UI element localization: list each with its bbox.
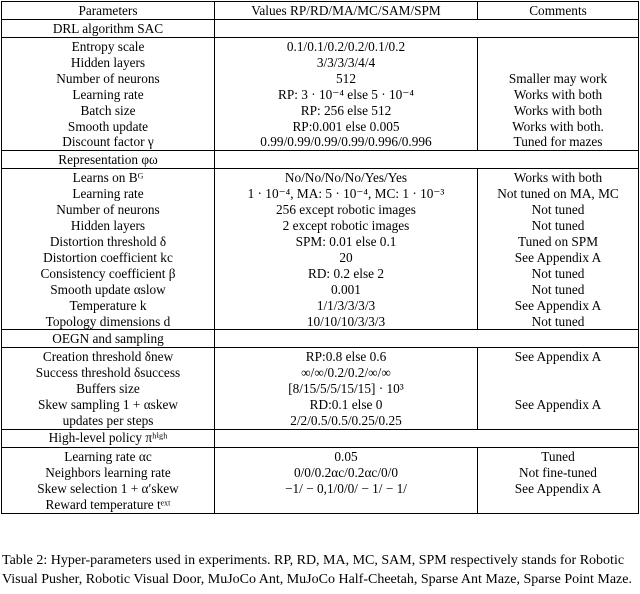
param-name: Skew sampling 1 + αskew [2,397,215,413]
table-row [2,103,639,119]
hyperparameter-table [1,1,639,514]
param-comment: See Appendix A [478,250,639,266]
table-row [2,134,639,150]
table-row [2,365,639,381]
param-name: Skew selection 1 + α′skew [2,481,215,497]
section-spacer [215,429,639,447]
param-value: No/No/No/No/Yes/Yes [215,169,478,186]
param-value: SPM: 0.01 else 0.1 [215,234,478,250]
param-comment [478,413,639,429]
table-row [2,266,639,282]
table-row [2,119,639,135]
param-name: Distortion coefficient kc [2,250,215,266]
table-row [2,381,639,397]
param-value: 3/3/3/3/4/4 [215,55,478,71]
param-value: 2/2/0.5/0.5/0.25/0.25 [215,413,478,429]
param-value: 512 [215,71,478,87]
param-name: Hidden layers [2,55,215,71]
header-row [2,2,639,20]
param-name: Temperature k [2,298,215,314]
param-comment [478,38,639,55]
param-value: RD: 0.2 else 2 [215,266,478,282]
param-value: 1/1/3/3/3/3 [215,298,478,314]
param-name: Entropy scale [2,38,215,55]
table-row [2,71,639,87]
param-value: RD:0.1 else 0 [215,397,478,413]
param-name: Hidden layers [2,218,215,234]
param-name: Number of neurons [2,71,215,87]
param-comment: Tuned [478,447,639,464]
header-values: Values RP/RD/MA/MC/SAM/SPM [215,2,478,20]
section-title: Representation φω [2,151,215,169]
param-value: RP:0.001 else 0.005 [215,119,478,135]
param-comment: Not tuned [478,282,639,298]
table-row [2,447,639,464]
header-parameters: Parameters [2,2,215,20]
param-name: Learns on Bᴳ [2,169,215,186]
param-value: RP:0.8 else 0.6 [215,348,478,365]
section-title: OEGN and sampling [2,330,215,348]
section-header-row [2,330,639,348]
param-comment: See Appendix A [478,348,639,365]
param-value: 0.05 [215,447,478,464]
param-comment [478,381,639,397]
section-header-row [2,151,639,169]
section-header-row [2,20,639,38]
param-name: Learning rate αc [2,447,215,464]
param-comment: Works with both. [478,119,639,135]
param-comment: Tuned for mazes [478,134,639,150]
param-comment: Not tuned [478,266,639,282]
table-row [2,202,639,218]
table-row [2,169,639,186]
header-comments: Comments [478,2,639,20]
param-name: Neighbors learning rate [2,465,215,481]
param-name: Learning rate [2,87,215,103]
param-comment: Not tuned [478,314,639,330]
param-value: 0.1/0.1/0.2/0.2/0.1/0.2 [215,38,478,55]
param-name: updates per steps [2,413,215,429]
param-name: Buffers size [2,381,215,397]
param-comment: Smaller may work [478,71,639,87]
param-comment [478,365,639,381]
param-value: 0.001 [215,282,478,298]
param-name: Number of neurons [2,202,215,218]
param-comment: Works with both [478,87,639,103]
param-name: Reward temperature tᵉˣᵗ [2,497,215,513]
table-row [2,87,639,103]
param-name: Discount factor γ [2,134,215,150]
param-name: Topology dimensions d [2,314,215,330]
param-value: RP: 256 else 512 [215,103,478,119]
table-row [2,38,639,55]
section-spacer [215,330,639,348]
table-row [2,218,639,234]
param-comment [478,497,639,513]
table-row [2,234,639,250]
table-row [2,298,639,314]
param-value: 10/10/10/3/3/3 [215,314,478,330]
param-value [215,497,478,513]
table-row [2,55,639,71]
param-comment: Tuned on SPM [478,234,639,250]
table-row [2,397,639,413]
param-comment: See Appendix A [478,481,639,497]
param-comment: Not tuned [478,202,639,218]
section-header-row [2,429,639,447]
param-value: [8/15/5/5/15/15] · 10³ [215,381,478,397]
param-name: Smooth update αslow [2,282,215,298]
section-spacer [215,151,639,169]
param-value: 0/0/0.2αc/0.2αc/0/0 [215,465,478,481]
param-name: Success threshold δsuccess [2,365,215,381]
table-caption: Table 2: Hyper-parameters used in experiments. RP, RD, MA, MC, SAM, SPM respectively stands for Robotic Visual Pusher, Robotic Visual Door, MuJoCo Ant, MuJoCo Half-Cheetah, Sparse Ant Maze, Sparse Point Maze. [2,553,632,587]
param-name: Smooth update [2,119,215,135]
section-title: High-level policy πʰⁱᵍʰ [2,429,215,447]
param-name: Batch size [2,103,215,119]
table-row [2,348,639,365]
param-name: Consistency coefficient β [2,266,215,282]
param-comment: See Appendix A [478,397,639,413]
table-row [2,186,639,202]
param-comment: Not fine-tuned [478,465,639,481]
table-row [2,250,639,266]
param-comment [478,55,639,71]
param-value: 256 except robotic images [215,202,478,218]
table-row [2,481,639,497]
param-name: Distortion threshold δ [2,234,215,250]
param-value: 1 · 10⁻⁴, MA: 5 · 10⁻⁴, MC: 1 · 10⁻³ [215,186,478,202]
param-value: RP: 3 · 10⁻⁴ else 5 · 10⁻⁴ [215,87,478,103]
param-value: 2 except robotic images [215,218,478,234]
param-value: −1/ − 0,1/0/0/ − 1/ − 1/ [215,481,478,497]
param-value: ∞/∞/0.2/0.2/∞/∞ [215,365,478,381]
param-comment: Not tuned [478,218,639,234]
param-comment: Works with both [478,103,639,119]
param-name: Creation threshold δnew [2,348,215,365]
param-value: 20 [215,250,478,266]
section-spacer [215,20,639,38]
table-row [2,314,639,330]
param-name: Learning rate [2,186,215,202]
param-comment: See Appendix A [478,298,639,314]
param-comment: Works with both [478,169,639,186]
table-row [2,465,639,481]
table-row [2,413,639,429]
table-row [2,497,639,513]
param-comment: Not tuned on MA, MC [478,186,639,202]
param-value: 0.99/0.99/0.99/0.99/0.996/0.996 [215,134,478,150]
table-row [2,282,639,298]
section-title: DRL algorithm SAC [2,20,215,38]
